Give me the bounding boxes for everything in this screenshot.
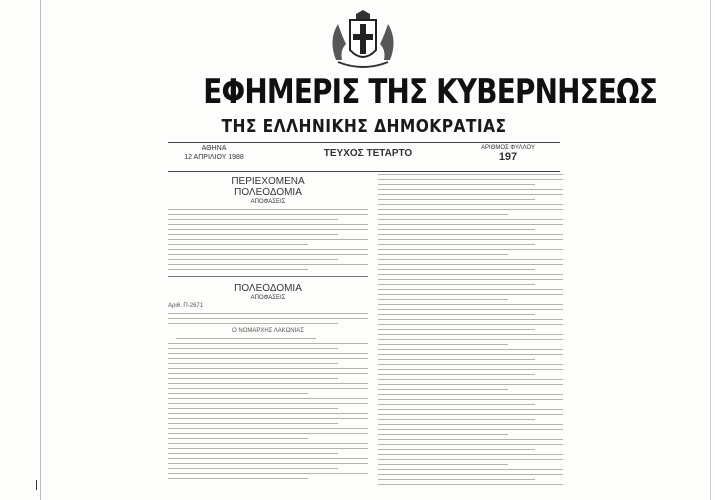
issue-city: ΑΘΗΝΑ [201,145,227,152]
text-line [168,214,368,215]
text-line [378,259,563,260]
text-line [168,463,368,464]
text-line [168,413,368,414]
masthead-rule [168,142,560,143]
text-line [378,269,535,270]
contents-subsection: ΑΠΟΦΑΣΕΙΣ [250,199,286,205]
text-line [168,264,368,265]
text-line [378,414,563,415]
text-line [378,179,563,180]
text-line [168,249,368,250]
text-line [378,359,535,360]
text-line [168,219,338,220]
text-line [378,254,508,255]
text-line [378,299,508,300]
text-line [168,259,338,260]
text-line [168,473,368,474]
text-line [168,318,368,319]
text-line [378,214,508,215]
text-line [378,424,563,425]
text-line [168,229,368,230]
text-line [378,434,508,435]
issue-series: ΤΕΥΧΟΣ ΤΕΤΑΡΤΟ [323,148,413,159]
text-line [378,219,563,220]
text-line [378,294,563,295]
text-line [378,419,535,420]
issue-date: 12 ΑΠΡΙΛΙΟΥ 1988 [184,154,244,161]
text-line [378,479,535,480]
text-line [168,234,338,235]
text-line [378,199,535,200]
text-line [378,439,563,440]
text-line [168,368,368,369]
text-line [168,418,368,419]
text-line [168,478,308,479]
decision-ref: Αριθ. Π-2671 [168,303,204,309]
text-line [168,313,368,314]
body-section: ΠΟΛΕΟΔΟΜΙΑ [234,283,302,294]
text-line [378,184,535,185]
body-text [168,338,368,479]
text-line [378,309,563,310]
text-line [378,329,535,330]
text-line [378,404,535,405]
text-line [378,234,563,235]
text-line [168,458,368,459]
text-line [168,209,368,210]
gazette-subtitle: ΤΗΣ ΕΛΛΗΝΙΚΗΣ ΔΗΜΟΚΡΑΤΙΑΣ [221,116,507,137]
text-line [168,353,368,354]
body-subsection: ΑΠΟΦΑΣΕΙΣ [250,295,286,301]
text-line [168,398,368,399]
text-line [168,254,368,255]
text-line [168,453,338,454]
right-column [378,170,563,489]
scan-edge-right [710,0,711,500]
text-line [168,269,308,270]
text-line [168,393,308,394]
text-line [378,189,563,190]
text-line [378,344,508,345]
text-line [378,314,535,315]
text-line [168,363,338,364]
text-line [168,438,308,439]
text-line [378,449,535,450]
text-line [378,249,563,250]
issue-sheet [468,144,548,162]
text-line [378,319,563,320]
coat-of-arms-icon [318,10,408,72]
issue-place-date [174,144,254,162]
text-line [378,229,535,230]
text-line [378,349,563,350]
text-line [168,323,338,324]
text-line [168,343,368,344]
text-line [378,474,563,475]
text-line [168,423,338,424]
text-line [378,224,563,225]
text-line [168,428,368,429]
scan-mark [36,480,37,490]
text-line [378,194,563,195]
text-line [378,289,563,290]
text-line [168,443,368,444]
text-line [168,348,338,349]
text-line [378,244,535,245]
text-line [378,364,563,365]
contents-entries [168,209,368,270]
text-line [378,324,563,325]
text-line [378,459,563,460]
contents-heading: ΠΕΡΙΕΧΟΜΕΝΑ [231,176,305,187]
text-line [168,448,368,449]
text-line [378,429,563,430]
text-line [378,284,535,285]
text-line [168,433,368,434]
text-line [378,334,563,335]
text-line [378,454,563,455]
text-line [168,244,308,245]
text-line [378,379,563,380]
text-line [378,444,563,445]
text-line [378,369,563,370]
contents-rule [168,276,368,277]
text-line [168,373,368,374]
body-intro [168,313,368,324]
text-line [168,403,368,404]
scan-edge-left [40,0,41,500]
text-line [378,279,563,280]
sheet-number: 197 [498,151,518,163]
contents-section: ΠΟΛΕΟΔΟΜΙΑ [234,187,302,198]
text-line [378,374,535,375]
text-line [378,354,563,355]
text-line [378,274,563,275]
text-line [168,388,368,389]
text-line [168,468,338,469]
text-line [168,224,368,225]
text-line [378,339,563,340]
text-line [168,408,338,409]
text-line [176,338,316,339]
text-line [378,384,563,385]
text-line [168,378,338,379]
text-line [378,304,563,305]
issue-info-row [168,144,560,170]
text-line [168,239,368,240]
text-line [168,383,368,384]
left-column [168,174,368,483]
text-line [378,464,508,465]
text-line [378,389,508,390]
text-line [378,484,563,485]
text-line [378,409,563,410]
right-column-text [378,174,563,485]
sheet-label: ΑΡΙΘΜΟΣ ΦΥΛΛΟΥ [481,145,535,151]
authority-line: Ο ΝΟΜΑΡΧΗΣ ΛΑΚΩΝΙΑΣ [232,328,304,334]
text-line [378,399,563,400]
text-line [378,239,563,240]
text-line [378,264,563,265]
text-line [378,394,563,395]
text-line [168,358,368,359]
text-line [378,469,563,470]
text-line [378,209,563,210]
gazette-title: ΕΦΗΜΕΡΙΣ ΤΗΣ ΚΥΒΕΡΝΗΣΕΩΣ [203,72,658,112]
gazette-page [168,10,658,488]
text-line [378,204,563,205]
text-line [378,174,563,175]
